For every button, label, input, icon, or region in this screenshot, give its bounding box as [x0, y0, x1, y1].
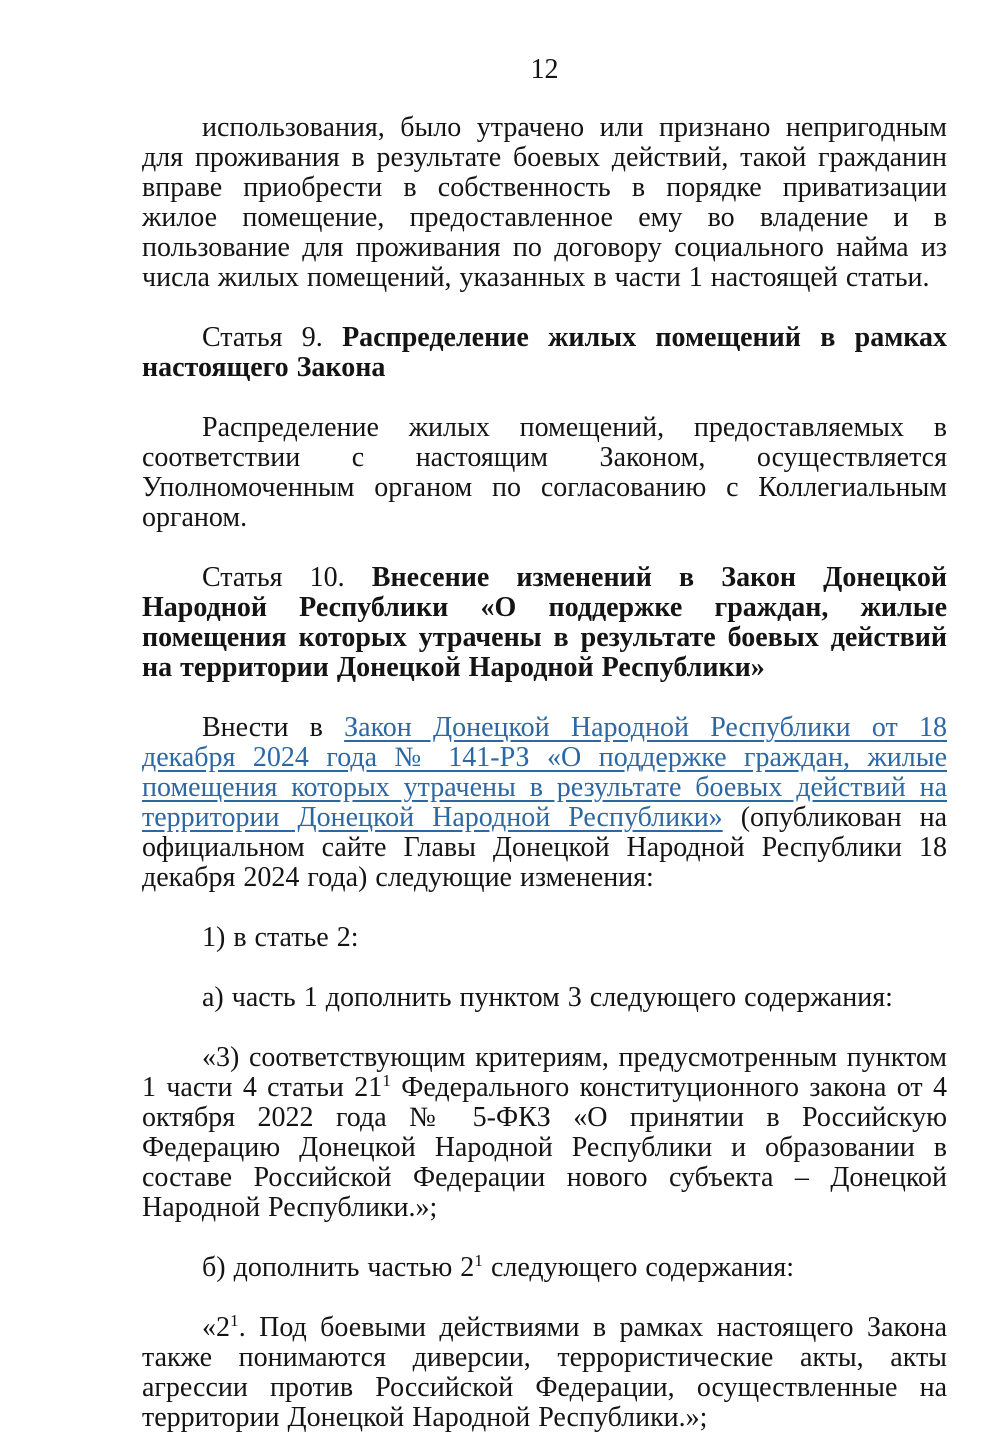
page-number: 12 [530, 54, 559, 85]
paragraph-article-9-body [142, 413, 947, 533]
amendment-intro-prefix: Внести в [202, 712, 345, 743]
part-2-1-text-start: «2 [202, 1312, 230, 1343]
law-141-rz-link[interactable]: Закон Донецкой Народной Республики от 18 декабря 2024 года № 141-РЗ «О поддержке граждан, жилые помещения которых утрачены в результате боевых действий на территории Донецкой Народной Республики» [142, 712, 948, 833]
point-3-superscript: 1 [382, 1071, 391, 1091]
item-1b-text-start: б) дополнить частью 2 [202, 1252, 475, 1283]
paragraph-privatization-text: использования, было утрачено или признано непригодным для проживания в результате боевых действий, такой гражданин вправе приобрести в собственность в порядке приватизации жилое помещение, предоставленное ему во владение и в пользование для проживания по договору социального найма из числа жилых помещений, указанных в части 1 настоящей статьи. [142, 112, 947, 293]
paragraph-part-2-1 [142, 1313, 947, 1433]
article-10-label: Статья 10. [202, 562, 372, 593]
item-1a-text: а) часть 1 дополнить пунктом 3 следующего содержания: [202, 982, 893, 1013]
paragraph-point-3 [142, 1043, 947, 1223]
article-9-label: Статья 9. [202, 322, 343, 353]
item-1-text: 1) в статье 2: [202, 922, 359, 953]
article-9-title: Распределение жилых помещений в рамках настоящего Закона [142, 322, 947, 383]
paragraph-privatization [142, 113, 947, 293]
part-2-1-superscript: 1 [230, 1311, 239, 1331]
paragraph-item-1 [142, 923, 947, 953]
article-10-title: Внесение изменений в Закон Донецкой Народной Республики «О поддержке граждан, жилые помещения которых утрачены в результате боевых действий на территории Донецкой Народной Республики» [142, 562, 947, 683]
point-3-text-end: Федерального конституционного закона от 4 октября 2022 года № 5-ФКЗ «О принятии в Российскую Федерацию Донецкой Народной Республики и образовании в составе Российской Федерации нового субъекта – Донецкой Народной Республики.»; [142, 1072, 947, 1223]
paragraph-item-1b [142, 1253, 947, 1283]
item-1b-text-end: следующего содержания: [482, 1252, 795, 1283]
paragraph-amendment-intro [142, 713, 947, 893]
heading-article-9 [142, 323, 947, 383]
item-1b-superscript: 1 [474, 1251, 483, 1271]
paragraph-item-1a [142, 983, 947, 1013]
heading-article-10 [142, 563, 947, 683]
part-2-1-text-end: . Под боевыми действиями в рамках настоящего Закона также понимаются диверсии, террористические акты, акты агрессии против Российской Федерации, осуществленные на территории Донецкой Народной Республики.»; [142, 1312, 947, 1433]
point-3-text-start: «3) соответствующим критериям, предусмотренным пунктом 1 части 4 статьи 21 [142, 1042, 947, 1103]
paragraph-article-9-text: Распределение жилых помещений, предоставляемых в соответствии с настоящим Законом, осуществляется Уполномоченным органом по согласованию с Коллегиальным органом. [142, 412, 947, 533]
amendment-intro-suffix: (опубликован на официальном сайте Главы Донецкой Народной Республики 18 декабря 2024 года) следующие изменения: [142, 802, 947, 893]
